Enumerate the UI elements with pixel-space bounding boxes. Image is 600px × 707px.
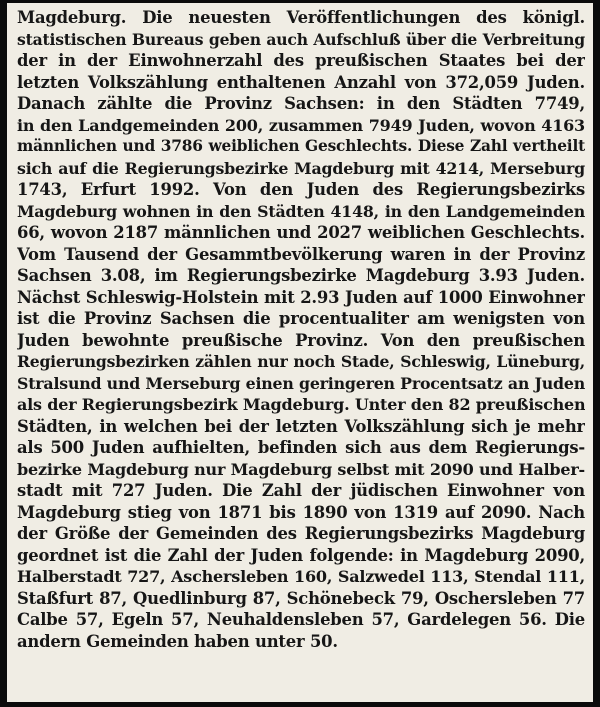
article-line-1: [17, 7, 585, 29]
article-line: Magdeburg wohnen in den Städten 4148, in den Landgemeinden: [17, 201, 585, 221]
article-line: geordnet ist die Zahl der Juden folgende: in Magdeburg 2090,: [17, 545, 585, 565]
article-line: als der Regierungsbezirk Magdeburg. Unter den 82 preußischen: [17, 395, 585, 414]
article-line: Danach zählte die Provinz Sachsen: in den Städten 7749,: [17, 94, 585, 113]
article-line: Regierungsbezirken zählen nur noch Stade, Schleswig, Lüneburg,: [17, 352, 585, 371]
article-heading: Magdeburg.: [17, 8, 127, 27]
article-line: der in der Einwohnerzahl des preußischen Staates bei der: [17, 51, 585, 70]
article-line-1-text: Die neuesten Veröffentlichungen des königl.: [142, 8, 585, 27]
article-line: männlichen und 3786 weiblichen Geschlechts. Diese Zahl vertheilt: [17, 137, 585, 155]
article-line: Sachsen 3.08, im Regierungsbezirke Magdeburg 3.93 Juden.: [17, 266, 585, 285]
newspaper-clipping: [7, 3, 593, 702]
article-line: bezirke Magdeburg nur Magdeburg selbst mit 2090 und Halber-: [17, 459, 585, 479]
article-line: statistischen Bureaus geben auch Aufschluß über die Verbreitung: [17, 29, 585, 49]
article-line: letzten Volkszählung enthaltenen Anzahl von 372,059 Juden.: [17, 72, 585, 92]
article-line: Stralsund und Merseburg einen geringeren Procentsatz an Juden: [17, 373, 585, 393]
article-body: [17, 7, 585, 652]
article-line: Nächst Schleswig-Holstein mit 2.93 Juden auf 1000 Einwohner: [17, 287, 585, 307]
article-line: Juden bewohnte preußische Provinz. Von den preußischen: [17, 330, 585, 350]
article-line: 66, wovon 2187 männlichen und 2027 weiblichen Geschlechts.: [17, 223, 585, 242]
article-line: Calbe 57, Egeln 57, Neuhaldensleben 57, Gardelegen 56. Die: [17, 610, 585, 629]
article-line-last: andern Gemeinden haben unter 50.: [17, 631, 338, 651]
article-line: Staßfurt 87, Quedlinburg 87, Schönebeck 79, Oschersleben 77: [17, 588, 585, 608]
article-line: Halberstadt 727, Aschersleben 160, Salzwedel 113, Stendal 111,: [17, 567, 585, 586]
article-line: Magdeburg stieg von 1871 bis 1890 von 1319 auf 2090. Nach: [17, 502, 585, 522]
article-line: stadt mit 727 Juden. Die Zahl der jüdischen Einwohner von: [17, 481, 585, 500]
article-line: sich auf die Regierungsbezirke Magdeburg mit 4214, Merseburg: [17, 158, 585, 178]
article-line: Vom Tausend der Gesammtbevölkerung waren in der Provinz: [17, 244, 585, 264]
article-line: als 500 Juden aufhielten, befinden sich aus dem Regierungs-: [17, 438, 585, 457]
article-line: 1743, Erfurt 1992. Von den Juden des Regierungsbezirks: [17, 180, 585, 199]
article-line: ist die Provinz Sachsen die procentualiter am wenigsten von: [17, 309, 585, 328]
article-line: Städten, in welchen bei der letzten Volkszählung sich je mehr: [17, 416, 585, 436]
article-line: in den Landgemeinden 200, zusammen 7949 Juden, wovon 4163: [17, 115, 585, 135]
article-line: der Größe der Gemeinden des Regierungsbezirks Magdeburg: [17, 524, 585, 543]
